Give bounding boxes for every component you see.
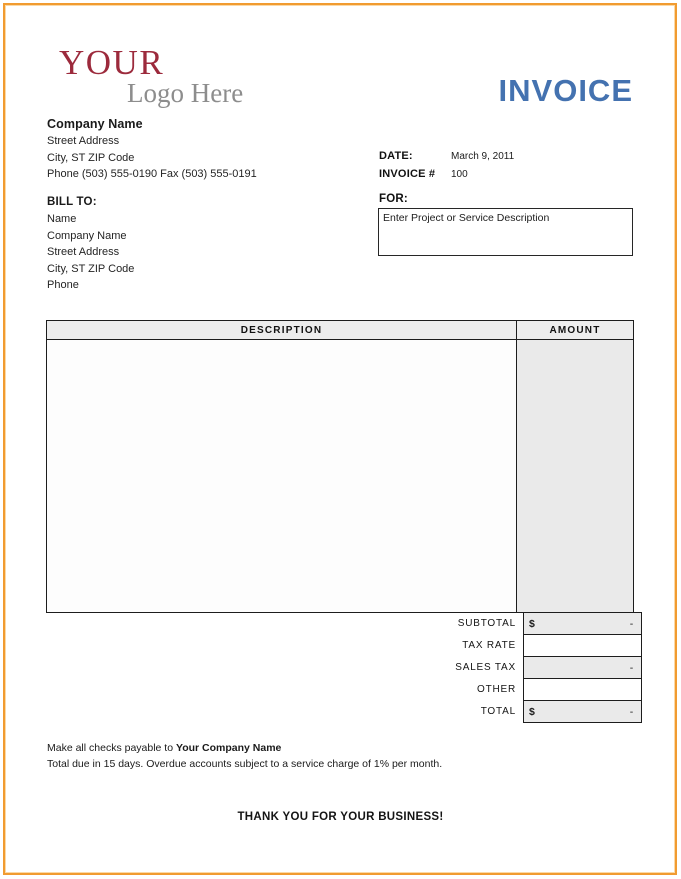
totals-amount-sales-tax: - bbox=[629, 661, 634, 674]
footer-terms: Total due in 15 days. Overdue accounts subject to a service charge of 1% per month. bbox=[47, 758, 443, 770]
cell-amount[interactable] bbox=[517, 340, 634, 613]
invoice-number-row bbox=[379, 166, 639, 182]
totals-currency-total: $ bbox=[529, 705, 536, 718]
footer-payable-prefix: Make all checks payable to bbox=[47, 742, 176, 754]
bill-to-city-state-zip[interactable]: City, ST ZIP Code bbox=[47, 262, 135, 275]
for-description-text[interactable]: Enter Project or Service Description bbox=[383, 212, 550, 224]
logo-placeholder[interactable] bbox=[47, 45, 347, 115]
bill-to-street[interactable]: Street Address bbox=[47, 246, 120, 258]
column-header-description: DESCRIPTION bbox=[47, 321, 517, 340]
totals-label-sales-tax: SALES TAX bbox=[455, 662, 516, 673]
footer-payable-company: Your Company Name bbox=[175, 742, 282, 754]
totals-row-total bbox=[424, 701, 642, 723]
company-address-block bbox=[47, 116, 377, 183]
invoice-date-label: DATE: bbox=[379, 150, 413, 162]
invoice-date-row bbox=[379, 148, 639, 164]
totals-label-total: TOTAL bbox=[480, 706, 516, 717]
totals-currency-subtotal: $ bbox=[529, 617, 536, 630]
totals-value-other[interactable] bbox=[524, 679, 642, 701]
totals-amount-subtotal: - bbox=[629, 617, 634, 630]
bill-to-company[interactable]: Company Name bbox=[47, 229, 127, 242]
table-row[interactable] bbox=[47, 340, 634, 613]
totals-row-other bbox=[424, 679, 642, 701]
invoice-date-value[interactable]: March 9, 2011 bbox=[451, 151, 515, 162]
for-label: FOR: bbox=[379, 193, 408, 205]
totals-row-sales-tax bbox=[424, 657, 642, 679]
cell-description-text[interactable] bbox=[47, 340, 516, 346]
logo-line-primary: YOUR bbox=[59, 43, 165, 82]
totals-value-tax-rate[interactable] bbox=[524, 635, 642, 657]
totals-table bbox=[424, 612, 642, 723]
totals-value-subtotal[interactable] bbox=[524, 613, 642, 635]
bill-to-name[interactable]: Name bbox=[47, 213, 77, 225]
totals-row-subtotal bbox=[424, 613, 642, 635]
totals-label-other: OTHER bbox=[477, 684, 516, 695]
totals-row-tax-rate bbox=[424, 635, 642, 657]
totals-label-subtotal: SUBTOTAL bbox=[457, 618, 516, 629]
cell-description[interactable] bbox=[47, 340, 517, 613]
totals-value-total[interactable] bbox=[524, 701, 642, 723]
totals-value-sales-tax[interactable] bbox=[524, 657, 642, 679]
company-street: Street Address bbox=[47, 135, 120, 147]
company-phone-fax: Phone (503) 555-0190 Fax (503) 555-0191 bbox=[47, 168, 257, 180]
invoice-number-label: INVOICE # bbox=[379, 168, 436, 180]
cell-amount-text[interactable] bbox=[517, 340, 633, 346]
totals-label-tax-rate: TAX RATE bbox=[462, 640, 516, 651]
bill-to-block bbox=[47, 194, 377, 294]
company-name: Company Name bbox=[47, 117, 143, 131]
table-header-row bbox=[47, 321, 634, 340]
totals-amount-total: - bbox=[629, 705, 634, 718]
company-city-state-zip: City, ST ZIP Code bbox=[47, 151, 135, 164]
column-header-amount: AMOUNT bbox=[517, 321, 634, 340]
page-title: INVOICE bbox=[498, 73, 633, 108]
bill-to-phone[interactable]: Phone bbox=[47, 279, 79, 291]
for-description-box[interactable] bbox=[378, 208, 633, 256]
footer-payable-line bbox=[47, 740, 607, 756]
invoice-meta-block bbox=[379, 148, 639, 184]
footer-thank-you: THANK YOU FOR YOUR BUSINESS! bbox=[237, 811, 444, 823]
line-items-table bbox=[46, 320, 634, 613]
invoice-number-value[interactable]: 100 bbox=[451, 169, 468, 180]
logo-line-secondary: Logo Here bbox=[127, 78, 244, 108]
footer-notes bbox=[47, 740, 607, 772]
bill-to-heading: BILL TO: bbox=[47, 196, 97, 208]
